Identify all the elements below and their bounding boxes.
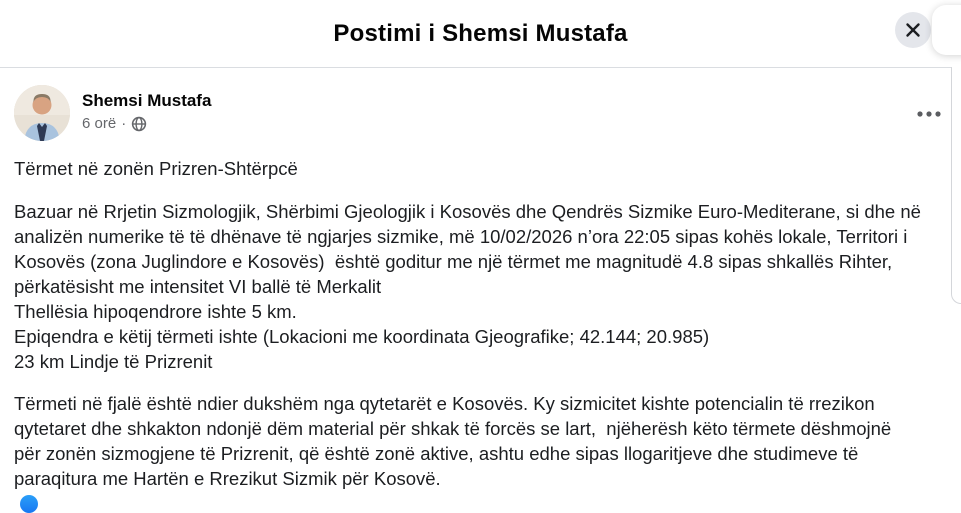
post-text-line: Kosovës (zona Juglindore e Kosovës) është goditur me një tërmet me magnitudë 4.8 sipas shkallës Rihter, <box>14 251 893 272</box>
post-text-line: 23 km Lindje të Prizrenit <box>14 351 213 372</box>
meta-separator: · <box>121 115 127 132</box>
modal-header <box>0 0 961 68</box>
more-options-icon <box>917 111 941 117</box>
post-meta <box>82 114 211 134</box>
post-paragraph <box>14 199 945 374</box>
post-text-line: për zonën sizmogjene të Prizrenit, që është zonë aktive, ashtu edhe sipas llogaritjeve dhe studimeve të <box>14 443 859 464</box>
post-text-line: Bazuar në Rrjetin Sizmologjik, Shërbimi Gjeologjik i Kosovës dhe Qendrës Sizmike Euro-Mediterane, si dhe në <box>14 201 921 222</box>
overlay-card-clipped <box>932 5 961 55</box>
post-paragraph <box>14 391 945 491</box>
author-block <box>82 85 211 134</box>
post-text-line: Thellësia hipoqendrore ishte 5 km. <box>14 301 297 322</box>
like-reaction-icon[interactable] <box>20 495 38 513</box>
more-options-button[interactable] <box>911 96 947 132</box>
privacy-globe-icon <box>131 116 147 132</box>
post-text-line: përkatësisht me intensitet VI ballë të Merkalit <box>14 276 382 297</box>
post-text-line: paraqitura me Hartën e Rrezikut Sizmik për Kosovë. <box>14 468 441 489</box>
close-icon <box>904 21 922 39</box>
post-paragraph <box>14 156 945 181</box>
author-name[interactable]: Shemsi Mustafa <box>82 91 212 110</box>
timestamp[interactable]: 6 orë <box>82 115 117 132</box>
post-text <box>0 156 961 491</box>
avatar[interactable] <box>14 85 70 141</box>
post-text-line: Tërmet në zonën Prizren-Shtërpcë <box>14 158 298 179</box>
post-text-line: Tërmeti në fjalë është ndier dukshëm nga qytetarët e Kosovës. Ky sizmicitet kishte potencialin të rrezikon <box>14 393 875 414</box>
post-text-line: Epiqendra e këtij tërmeti ishte (Lokacioni me koordinata Gjeografike; 42.144; 20.985) <box>14 326 710 347</box>
close-button[interactable] <box>895 12 931 48</box>
post-header <box>0 68 961 141</box>
post-text-line: analizën numerike të të dhënave të ngjarjes sizmike, më 10/02/2026 n’ora 22:05 sipas kohës lokale, Territori i <box>14 226 908 247</box>
modal-title: Postimi i Shemsi Mustafa <box>333 19 628 47</box>
post-text-line: qytetaret dhe shkakton ndonjë dëm material për shkak të forcës se lart, njëherësh këto tërmete dëshmojnë <box>14 418 892 439</box>
